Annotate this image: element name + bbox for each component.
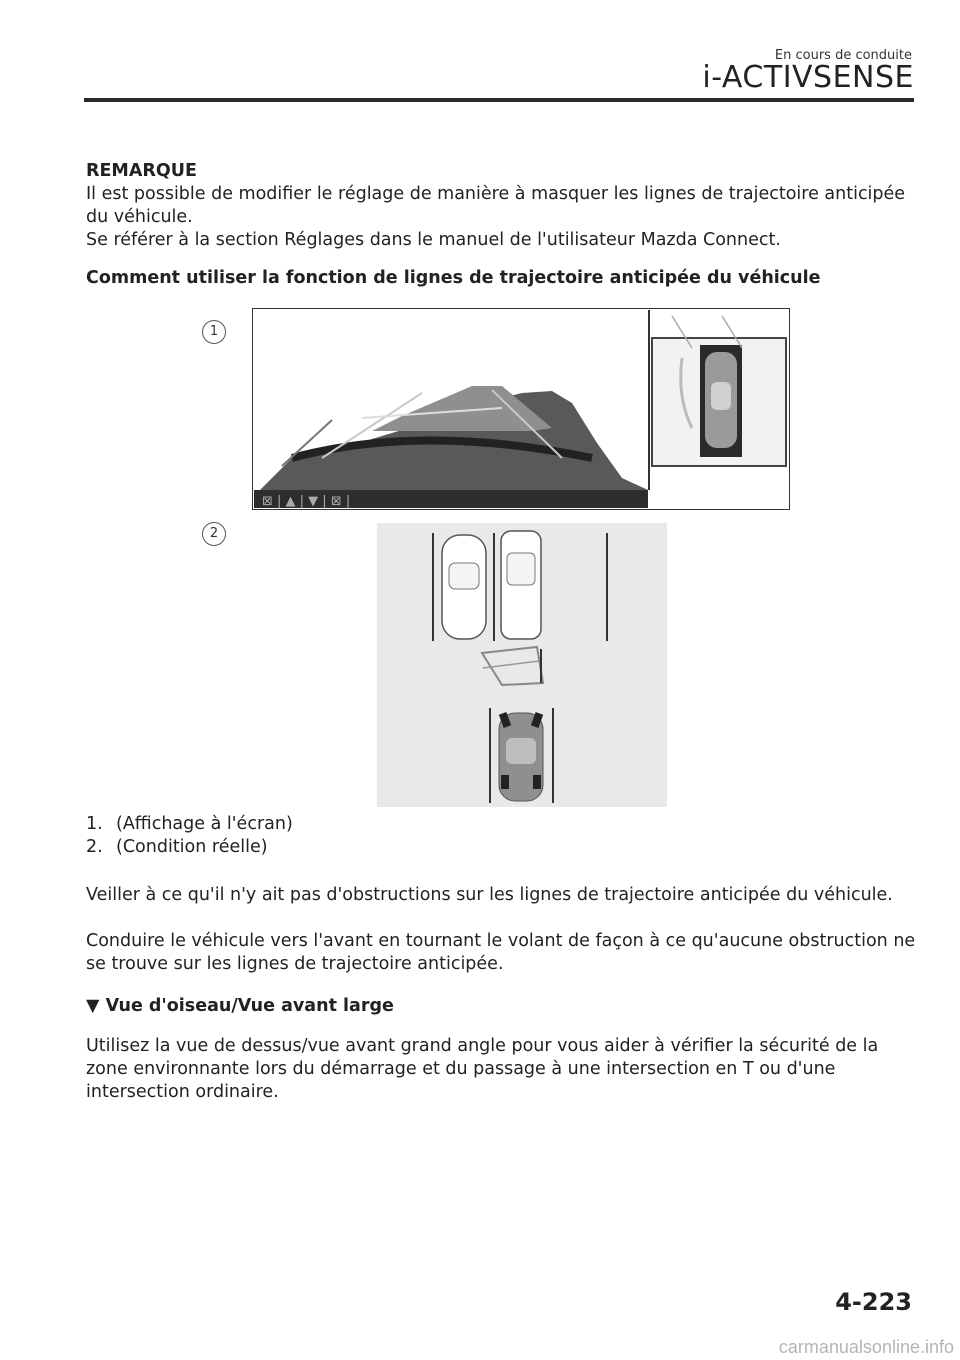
legend-text: (Affichage à l'écran) [116,814,293,834]
paragraph-steering: Conduire le véhicule vers l'avant en tournant le volant de façon à ce qu'aucune obstruction ne se trouve sur les lignes de trajectoire anticipée. [86,931,916,974]
svg-text:⊠ | ▲ | ▼ | ⊠ |: ⊠ | ▲ | ▼ | ⊠ | [262,494,351,509]
page-number: 4-223 [835,1288,912,1316]
legend-number: 1. [86,814,103,834]
figure-legend [86,813,293,859]
remark-body: Il est possible de modifier le réglage de manière à masquer les lignes de trajectoire anticipée du véhicule. [86,184,906,227]
paragraph-birds-eye: Utilisez la vue de dessus/vue avant grand angle pour vous aider à vérifier la sécurité de la zone environnante lors du démarrage et du passage à une intersection en T ou d'une intersection ordinaire. [86,1036,879,1102]
section-heading: Comment utiliser la fonction de lignes de trajectoire anticipée du véhicule [86,268,821,288]
header-rule [84,98,914,102]
callout-1: 1 [202,320,226,344]
callout-2: 2 [202,522,226,546]
paragraph-obstructions: Veiller à ce qu'il n'y ait pas d'obstructions sur les lignes de trajectoire anticipée du véhicule. [86,885,893,905]
legend-number: 2. [86,837,103,857]
real-condition-figure [377,523,667,807]
legend-item [86,813,293,836]
header-chapter-title: i-ACTIVSENSE [702,60,914,95]
subheading-text: Vue d'oiseau/Vue avant large [105,996,394,1016]
subheading [86,995,916,1018]
watermark: carmanualsonline.info [778,1337,954,1357]
legend-item [86,836,293,859]
header-section: En cours de conduite [774,48,912,63]
screen-display-figure [252,308,790,510]
triangle-down-icon: ▼ [86,996,100,1016]
remark-title: REMARQUE [86,161,197,181]
legend-text: (Condition réelle) [116,837,268,857]
remark-body-2: Se référer à la section Réglages dans le manuel de l'utilisateur Mazda Connect. [86,230,781,250]
